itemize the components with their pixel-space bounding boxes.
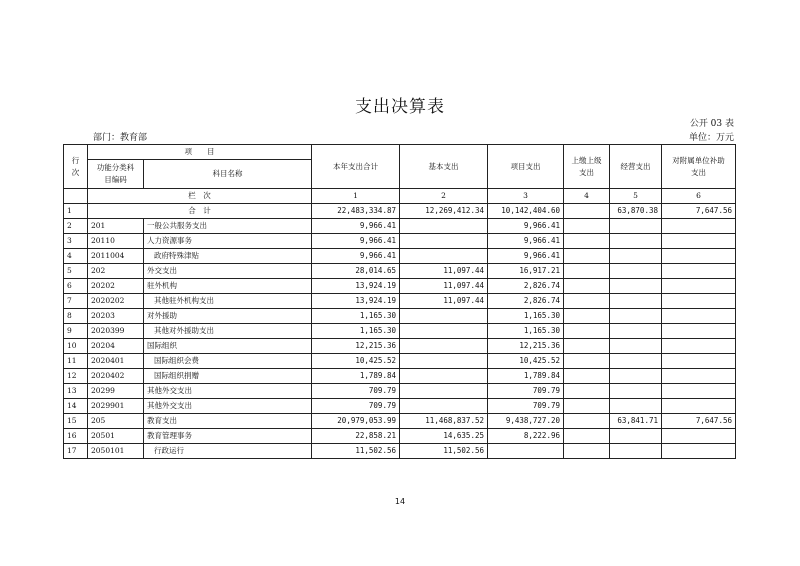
header-remit: 上缴上级 支出 [564,145,610,189]
header-business: 经营支出 [610,145,662,189]
row-no: 7 [64,294,88,309]
row-subsidy [662,249,736,264]
row-total: 22,858.21 [312,429,400,444]
row-project: 8,222.96 [488,429,564,444]
row-business [610,354,662,369]
row-remit [564,384,610,399]
table-row [64,204,736,219]
header-row-1 [64,145,736,160]
row-code: 20501 [88,429,144,444]
row-subsidy [662,354,736,369]
table-row [64,309,736,324]
row-no: 6 [64,279,88,294]
row-basic [400,249,488,264]
row-basic: 11,502.56 [400,444,488,459]
row-project: 10,142,404.60 [488,204,564,219]
table-row [64,279,736,294]
row-basic: 11,097.44 [400,294,488,309]
row-total: 1,165.30 [312,324,400,339]
row-name: 行政运行 [144,444,312,459]
row-basic [400,339,488,354]
row-name: 国际组织捐赠 [144,369,312,384]
row-project: 16,917.21 [488,264,564,279]
row-code: 201 [88,219,144,234]
row-code: 20203 [88,309,144,324]
row-no: 13 [64,384,88,399]
header-total: 本年支出合计 [312,145,400,189]
row-name: 教育管理事务 [144,429,312,444]
row-basic: 11,097.44 [400,279,488,294]
row-no: 11 [64,354,88,369]
lanci-label: 栏 次 [88,189,312,204]
row-business [610,294,662,309]
row-business [610,399,662,414]
row-project: 9,966.41 [488,234,564,249]
header-code: 功能分类科 目编码 [88,160,144,189]
row-subsidy [662,219,736,234]
form-number: 公开 03 表 [689,119,734,129]
col-num-6: 6 [662,189,736,204]
row-code: 20110 [88,234,144,249]
col-num-4: 4 [564,189,610,204]
row-remit [564,429,610,444]
row-code: 20299 [88,384,144,399]
table-row [64,324,736,339]
unit-label: 单位：万元 [688,133,734,143]
row-name: 驻外机构 [144,279,312,294]
row-business [610,339,662,354]
row-no: 8 [64,309,88,324]
col-num-3: 3 [488,189,564,204]
row-basic: 11,468,837.52 [400,414,488,429]
row-no: 5 [64,264,88,279]
row-business [610,384,662,399]
row-subsidy: 7,647.56 [662,204,736,219]
header-item: 项 目 [88,145,312,160]
row-business: 63,841.71 [610,414,662,429]
row-no: 9 [64,324,88,339]
row-business [610,264,662,279]
row-basic: 12,269,412.34 [400,204,488,219]
report-title: 支出决算表 [355,97,445,117]
row-no: 10 [64,339,88,354]
row-code: 2020402 [88,369,144,384]
row-total: 11,502.56 [312,444,400,459]
row-remit [564,354,610,369]
row-no: 15 [64,414,88,429]
row-name: 外交支出 [144,264,312,279]
row-subsidy [662,309,736,324]
row-business [610,309,662,324]
row-name: 教育支出 [144,414,312,429]
row-code: 20202 [88,279,144,294]
row-project: 1,165.30 [488,309,564,324]
row-business [610,429,662,444]
expenditure-table [63,144,736,459]
row-code: 2020401 [88,354,144,369]
row-no: 3 [64,234,88,249]
row-total: 28,014.65 [312,264,400,279]
row-name: 国际组织 [144,339,312,354]
table-row [64,414,736,429]
row-remit [564,279,610,294]
row-subsidy [662,369,736,384]
row-total: 1,789.84 [312,369,400,384]
column-number-row [64,189,736,204]
row-subsidy [662,234,736,249]
row-code: 205 [88,414,144,429]
row-total: 9,966.41 [312,219,400,234]
row-remit [564,264,610,279]
row-subsidy [662,399,736,414]
row-project: 9,966.41 [488,219,564,234]
table-row [64,249,736,264]
row-total: 12,215.36 [312,339,400,354]
row-business: 63,870.38 [610,204,662,219]
row-code: 20204 [88,339,144,354]
row-remit [564,324,610,339]
row-project: 709.79 [488,399,564,414]
row-total: 1,165.30 [312,309,400,324]
row-total: 13,924.19 [312,279,400,294]
row-total: 709.79 [312,384,400,399]
row-basic [400,369,488,384]
row-basic [400,219,488,234]
row-remit [564,399,610,414]
row-remit [564,234,610,249]
row-subsidy [662,384,736,399]
row-no: 16 [64,429,88,444]
row-basic [400,399,488,414]
row-code: 2050101 [88,444,144,459]
header-name: 科目名称 [144,160,312,189]
table-row [64,234,736,249]
header-basic: 基本支出 [400,145,488,189]
col-num-1: 1 [312,189,400,204]
row-project: 1,165.30 [488,324,564,339]
row-remit [564,444,610,459]
row-name: 其他驻外机构支出 [144,294,312,309]
table-row [64,264,736,279]
row-project: 9,966.41 [488,249,564,264]
header-subsidy: 对附属单位补助 支出 [662,145,736,189]
header-row-no: 行 次 [64,145,88,189]
table-row [64,399,736,414]
row-name: 其他对外援助支出 [144,324,312,339]
row-no: 17 [64,444,88,459]
row-subsidy [662,324,736,339]
row-project: 2,826.74 [488,279,564,294]
row-basic: 14,635.25 [400,429,488,444]
row-business [610,444,662,459]
row-no: 4 [64,249,88,264]
row-basic [400,324,488,339]
row-business [610,249,662,264]
row-remit [564,219,610,234]
lanci-blank [64,189,88,204]
row-no: 2 [64,219,88,234]
row-project: 12,215.36 [488,339,564,354]
header-project: 项目支出 [488,145,564,189]
table-body [64,204,736,459]
row-code: 2029901 [88,399,144,414]
table-row [64,294,736,309]
row-remit [564,414,610,429]
row-project: 9,438,727.20 [488,414,564,429]
row-code: 2020399 [88,324,144,339]
row-name: 其他外交支出 [144,399,312,414]
row-name: 人力资源事务 [144,234,312,249]
row-name: 政府特殊津贴 [144,249,312,264]
row-project: 709.79 [488,384,564,399]
row-total: 20,979,053.99 [312,414,400,429]
row-total: 10,425.52 [312,354,400,369]
table-row [64,384,736,399]
row-basic: 11,097.44 [400,264,488,279]
col-num-2: 2 [400,189,488,204]
row-remit [564,309,610,324]
table-row [64,444,736,459]
row-code: 202 [88,264,144,279]
row-remit [564,204,610,219]
row-name: 一般公共服务支出 [144,219,312,234]
row-project: 10,425.52 [488,354,564,369]
table-row [64,339,736,354]
row-subsidy [662,444,736,459]
row-remit [564,369,610,384]
table-row [64,354,736,369]
row-remit [564,339,610,354]
table-row [64,369,736,384]
row-business [610,369,662,384]
row-remit [564,249,610,264]
row-total: 13,924.19 [312,294,400,309]
row-business [610,324,662,339]
row-project: 1,789.84 [488,369,564,384]
row-basic [400,309,488,324]
row-total: 9,966.41 [312,249,400,264]
row-name: 对外援助 [144,309,312,324]
row-subsidy [662,279,736,294]
table-row [64,429,736,444]
row-total: 9,966.41 [312,234,400,249]
row-project: 2,826.74 [488,294,564,309]
page-number: 14 [394,497,406,506]
row-remit [564,294,610,309]
row-subsidy [662,339,736,354]
row-no: 14 [64,399,88,414]
row-business [610,219,662,234]
row-code: 2020202 [88,294,144,309]
row-total: 709.79 [312,399,400,414]
row-no: 1 [64,204,88,219]
row-subsidy: 7,647.56 [662,414,736,429]
row-basic [400,384,488,399]
row-business [610,234,662,249]
row-business [610,279,662,294]
col-num-5: 5 [610,189,662,204]
row-subsidy [662,264,736,279]
row-code: 2011004 [88,249,144,264]
row-basic [400,234,488,249]
row-total: 22,483,334.87 [312,204,400,219]
row-no: 12 [64,369,88,384]
row-basic [400,354,488,369]
department-label: 部门：教育部 [93,133,148,143]
row-name: 其他外交支出 [144,384,312,399]
row-project [488,444,564,459]
row-subsidy [662,294,736,309]
table-row [64,219,736,234]
row-name: 合 计 [88,204,312,219]
row-name: 国际组织会费 [144,354,312,369]
row-subsidy [662,429,736,444]
